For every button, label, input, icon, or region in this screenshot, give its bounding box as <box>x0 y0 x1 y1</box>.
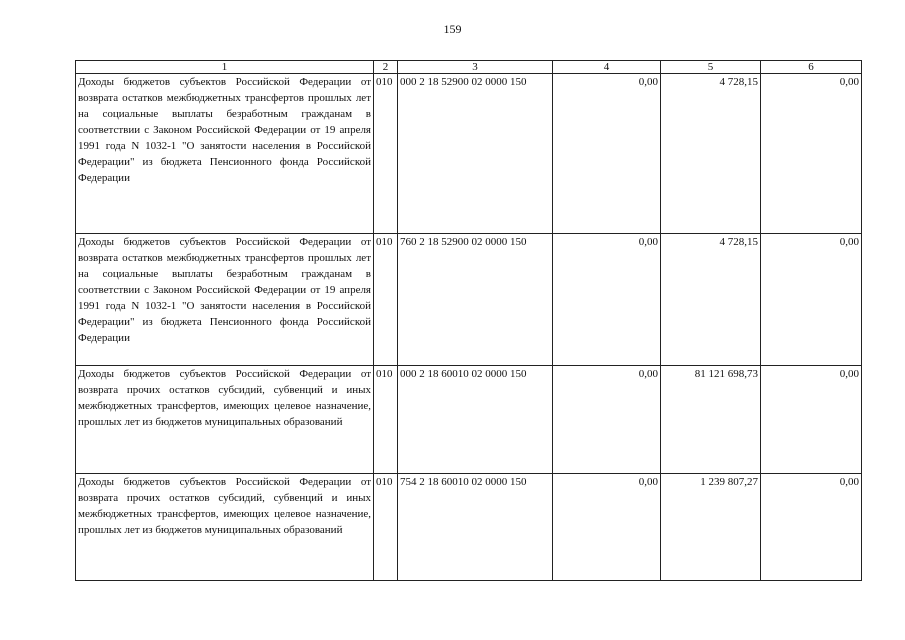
line-code: 010 <box>374 74 398 234</box>
value-col-4: 0,00 <box>553 74 661 234</box>
table-row <box>76 366 862 474</box>
revenue-name: Доходы бюджетов субъектов Российской Федерации от возврата прочих остатков субсидий, субвенций и иных межбюджетных трансфертов, имеющих целевое назначение, прошлых лет из бюджетов муниципальных образований <box>76 366 374 474</box>
table-row <box>76 474 862 581</box>
value-col-4: 0,00 <box>553 474 661 581</box>
value-col-6: 0,00 <box>761 74 862 234</box>
budget-revenue-table <box>75 60 862 581</box>
value-col-4: 0,00 <box>553 366 661 474</box>
value-col-5: 4 728,15 <box>661 234 761 366</box>
page-number: 159 <box>443 22 462 36</box>
table-header-row <box>76 61 862 74</box>
classification-code: 000 2 18 60010 02 0000 150 <box>398 366 553 474</box>
header-col-6: 6 <box>761 61 862 74</box>
value-col-6: 0,00 <box>761 366 862 474</box>
classification-code: 760 2 18 52900 02 0000 150 <box>398 234 553 366</box>
classification-code: 000 2 18 52900 02 0000 150 <box>398 74 553 234</box>
header-col-5: 5 <box>661 61 761 74</box>
line-code: 010 <box>374 366 398 474</box>
header-col-4: 4 <box>553 61 661 74</box>
value-col-5: 4 728,15 <box>661 74 761 234</box>
header-col-2: 2 <box>374 61 398 74</box>
value-col-4: 0,00 <box>553 234 661 366</box>
value-col-6: 0,00 <box>761 234 862 366</box>
line-code: 010 <box>374 234 398 366</box>
classification-code: 754 2 18 60010 02 0000 150 <box>398 474 553 581</box>
line-code: 010 <box>374 474 398 581</box>
value-col-5: 81 121 698,73 <box>661 366 761 474</box>
revenue-name: Доходы бюджетов субъектов Российской Федерации от возврата прочих остатков субсидий, субвенций и иных межбюджетных трансфертов, имеющих целевое назначение, прошлых лет из бюджетов муниципальных образований <box>76 474 374 581</box>
header-col-3: 3 <box>398 61 553 74</box>
revenue-name: Доходы бюджетов субъектов Российской Федерации от возврата остатков межбюджетных трансфертов прошлых лет на социальные выплаты безработным гражданам в соответствии с Законом Российской Федерации от 19 апреля 1991 года N 1032-1 "О занятости населения в Российской Федерации" из бюджета Пенсионного фонда Российской Федерации <box>76 74 374 234</box>
table-row <box>76 74 862 234</box>
revenue-name: Доходы бюджетов субъектов Российской Федерации от возврата остатков межбюджетных трансфертов прошлых лет на социальные выплаты безработным гражданам в соответствии с Законом Российской Федерации от 19 апреля 1991 года N 1032-1 "О занятости населения в Российской Федерации" из бюджета Пенсионного фонда Российской Федерации <box>76 234 374 366</box>
header-col-1: 1 <box>76 61 374 74</box>
table-row <box>76 234 862 366</box>
value-col-5: 1 239 807,27 <box>661 474 761 581</box>
value-col-6: 0,00 <box>761 474 862 581</box>
